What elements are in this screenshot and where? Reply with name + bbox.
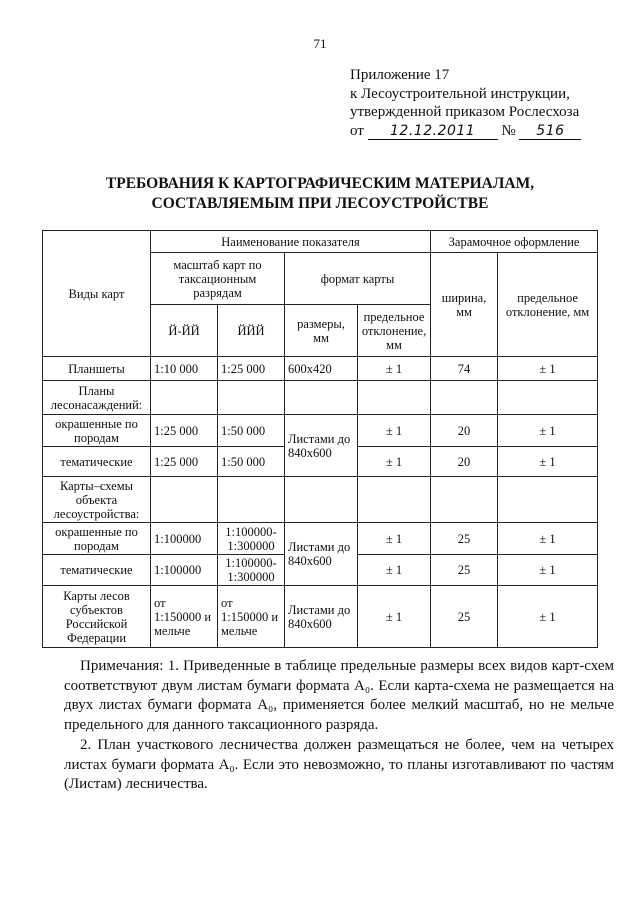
deviation: ± 1 [358, 415, 431, 447]
header-frame-deviation: предельное отклонение, мм [498, 253, 598, 357]
scale-1: 1:25 000 [151, 447, 218, 477]
header-sizes: размеры, мм [285, 305, 358, 357]
deviation: ± 1 [358, 357, 431, 381]
frame-width: 25 [431, 586, 498, 648]
scale-2: 1:50 000 [218, 447, 285, 477]
header-max-deviation: предельное отклонение, мм [358, 305, 431, 357]
size: Листами до 840x600 [285, 586, 358, 648]
scale-2: 1:25 000 [218, 357, 285, 381]
row-name: Карты лесов субъектов Российской Федерации [43, 586, 151, 648]
frame-deviation: ± 1 [498, 447, 598, 477]
frame-deviation: ± 1 [498, 357, 598, 381]
row-name: окрашенные по породам [43, 415, 151, 447]
note-1: Примечания: 1. Приведенные в таблице предельные размеры всех видов карт-схем соответствуют двум листам бумаги формата А₀. Если карта-схема не размещается на двух листах бумаги формата А₀, применяется более мелкий масштаб, но не мельче предельного для данного таксационного разряда. [64, 658, 614, 733]
frame-width: 25 [431, 555, 498, 586]
scale-1: 1:10 000 [151, 357, 218, 381]
row-name: Планшеты [43, 357, 151, 381]
number-prefix: № [501, 122, 516, 139]
scale-2: 1:100000-1:300000 [218, 555, 285, 586]
header-scale: масштаб карт по таксационным разрядам [151, 253, 285, 305]
frame-width: 74 [431, 357, 498, 381]
row-name: окрашенные по породам [43, 523, 151, 555]
note-2: 2. План участкового лесничества должен размещаться не более, чем на четырех листах бумаги формата А₀. Если это невозможно, то планы изготавливают по частям (Листам) лесничества. [64, 737, 614, 792]
frame-deviation: ± 1 [498, 415, 598, 447]
header-indicator-name: Наименование показателя [151, 231, 431, 253]
page-number: 71 [313, 36, 327, 51]
appendix-line-2: к Лесоустроительной инструкции, [350, 85, 570, 102]
scale-2: 1:100000-1:300000 [218, 523, 285, 555]
deviation: ± 1 [358, 523, 431, 555]
deviation: ± 1 [358, 447, 431, 477]
deviation: ± 1 [358, 555, 431, 586]
scale-2: 1:50 000 [218, 415, 285, 447]
document-title [0, 174, 640, 214]
appendix-block [350, 66, 581, 140]
scale-1: от 1:150000 и мельче [151, 586, 218, 648]
frame-width: 20 [431, 447, 498, 477]
frame-deviation: ± 1 [498, 586, 598, 648]
table-row [43, 477, 598, 523]
deviation: ± 1 [358, 586, 431, 648]
appendix-line-3: утвержденной приказом Рослесхоза [350, 104, 580, 120]
row-name: тематические [43, 447, 151, 477]
appendix-date-line [350, 122, 581, 141]
frame-width: 20 [431, 415, 498, 447]
row-name: тематические [43, 555, 151, 586]
table-row [43, 523, 598, 555]
frame-deviation: ± 1 [498, 555, 598, 586]
handwritten-date: 12.12.2011 [368, 124, 498, 140]
header-map-types: Виды карт [43, 231, 151, 357]
table-row [43, 381, 598, 415]
scale-2: от 1:150000 и мельче [218, 586, 285, 648]
size: 600x420 [285, 357, 358, 381]
header-category-3: ЙЙЙ [218, 305, 285, 357]
date-prefix: от [350, 122, 364, 139]
notes-block [64, 657, 614, 795]
scale-1: 1:25 000 [151, 415, 218, 447]
frame-deviation: ± 1 [498, 523, 598, 555]
table-row [43, 586, 598, 648]
row-heading: Планы лесонасаждений: [43, 381, 151, 415]
table-row [43, 415, 598, 447]
size: Листами до 840x600 [285, 415, 358, 477]
handwritten-number: 516 [519, 124, 581, 140]
appendix-line-1: Приложение 17 [350, 67, 450, 83]
header-format: формат карты [285, 253, 431, 305]
scale-1: 1:100000 [151, 555, 218, 586]
table-row [43, 357, 598, 381]
header-frame-design: Зарамочное оформление [431, 231, 598, 253]
header-width: ширина, мм [431, 253, 498, 357]
frame-width: 25 [431, 523, 498, 555]
header-category-1-2: Й-ЙЙ [151, 305, 218, 357]
requirements-table [42, 230, 598, 648]
size: Листами до 840x600 [285, 523, 358, 586]
title-line-2: СОСТАВЛЯЕМЫМ ПРИ ЛЕСОУСТРОЙСТВЕ [151, 195, 489, 212]
scale-1: 1:100000 [151, 523, 218, 555]
row-heading: Карты–схемы объекта лесоустройства: [43, 477, 151, 523]
title-line-1: ТРЕБОВАНИЯ К КАРТОГРАФИЧЕСКИМ МАТЕРИАЛАМ, [105, 175, 535, 192]
